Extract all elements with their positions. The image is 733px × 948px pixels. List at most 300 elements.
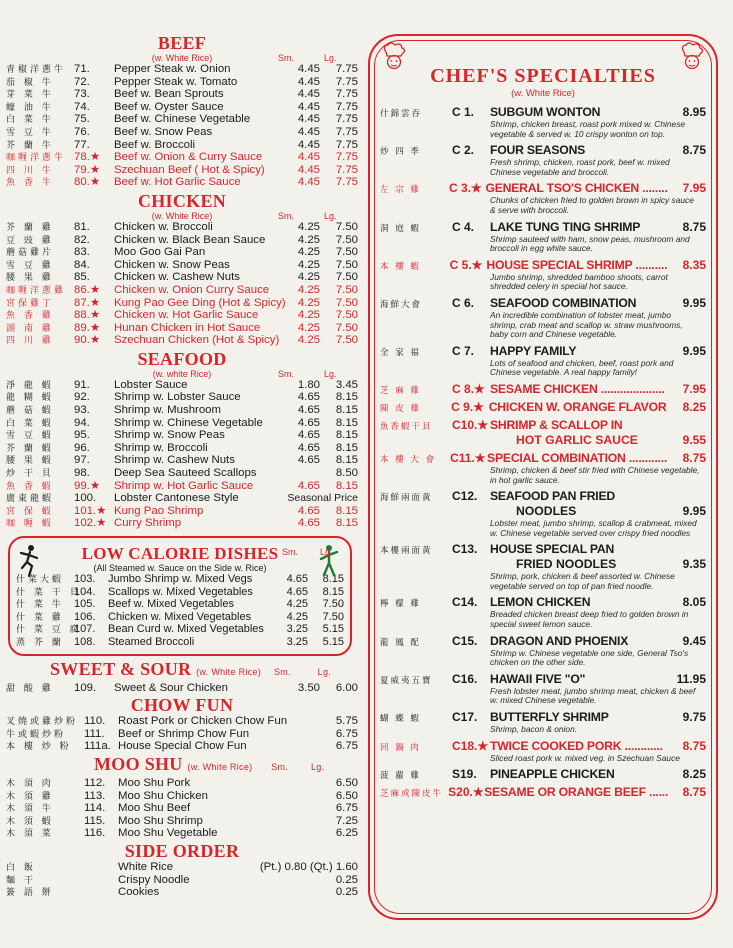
small-price: 4.25 [297, 220, 320, 233]
menu-row [6, 101, 358, 114]
chinese-name: 青椒洋蔥牛 [6, 65, 67, 75]
menu-row [6, 517, 358, 530]
item-number: 105. [74, 598, 96, 611]
small-price: 4.65 [297, 504, 320, 517]
menu-row [6, 454, 358, 467]
item-number: 96. [74, 441, 90, 454]
chinese-name: 海鮮兩面黃 [380, 493, 433, 504]
item-number: 82. [74, 233, 90, 246]
small-price: 3.50 [297, 681, 320, 694]
item-name: Lobster Sauce [114, 378, 188, 391]
chinese-name: 牛或蝦炒粉 [6, 729, 67, 740]
moo-shu-subtitle: (w. White Rice) [187, 761, 253, 772]
chinese-name: 叉燒或雞炒粉 [6, 717, 79, 728]
chinese-name: 芥 蘭 雞 [6, 222, 54, 233]
item-name: Moo Goo Gai Pan [114, 246, 206, 259]
item-description: Breaded chicken breast deep fried to golden brown in special sweet lemon sauce. [490, 609, 689, 630]
large-price: 7.75 [335, 138, 358, 151]
item-name: SPECIAL COMBINATION ............ [487, 450, 668, 465]
chinese-name: 檸 檬 雞 [380, 599, 421, 610]
item-name: Bean Curd w. Mixed Vegetables [108, 623, 264, 636]
chefs-specialties-subtitle: (w. White Rice) [511, 88, 575, 99]
menu-row [16, 611, 344, 624]
menu-row [6, 492, 358, 505]
menu-row [16, 598, 344, 611]
chefs-specialties-title: CHEF'S SPECIALTIES [430, 65, 656, 87]
sweet-sour-subtitle: (w. White Rice) [196, 666, 262, 677]
item-name-continued: HOT GARLIC SAUCE [516, 432, 638, 447]
specialty-item [380, 542, 706, 591]
item-name: Pepper Steak w. Onion [114, 63, 231, 75]
menu-row [6, 259, 358, 272]
item-name: White Rice [118, 860, 174, 873]
item-number: 88.★ [74, 309, 101, 322]
seafood-subtitle: (w. white Rice) [152, 368, 212, 379]
small-price: 4.45 [297, 113, 320, 126]
item-name-continued: FRIED NOODLES [516, 557, 617, 572]
low-calorie-list [16, 573, 344, 649]
chinese-name: 蘑菇雞片 [6, 248, 55, 259]
specialty-line-continued [490, 557, 706, 572]
item-price: 7.95 [682, 181, 706, 196]
item-number: 81. [74, 220, 90, 233]
menu-row [6, 715, 358, 728]
item-name: SEAFOOD PAN FRIED [490, 489, 616, 504]
item-number: 102.★ [74, 517, 107, 530]
beef-title: BEEF [157, 33, 207, 53]
item-name: Chicken w. Broccoli [114, 220, 213, 233]
item-description: Sliced roast pork w. mixed veg. in Szechuan Sauce [490, 752, 680, 763]
specialty-item [380, 710, 706, 735]
chinese-name: 回 鍋 肉 [380, 742, 421, 753]
item-price: (Pt.) 0.80 (Qt.) 1.60 [259, 860, 358, 873]
large-price: 8.15 [322, 585, 344, 598]
item-name: Lobster Cantonese Style [114, 492, 239, 505]
menu-row [6, 176, 358, 189]
small-price: 4.65 [297, 429, 320, 442]
small-price: 4.25 [297, 271, 320, 284]
item-number: 84. [74, 258, 90, 271]
large-price: 7.75 [335, 100, 358, 113]
item-name: House Special Chow Fun [118, 740, 247, 753]
large-price: 8.15 [335, 429, 358, 442]
small-price: 4.25 [297, 233, 320, 246]
item-price: 8.75 [682, 219, 706, 234]
item-name: SESAME CHICKEN .................... [490, 381, 665, 396]
item-name: Shrimp w. Hot Garlic Sauce [114, 479, 254, 492]
chinese-name: 本 樓 大 會 [380, 454, 437, 465]
specialty-line [380, 418, 706, 433]
chinese-name: 湖 南 雞 [6, 323, 54, 334]
item-name: Jumbo Shrimp w. Mixed Vegs [108, 573, 253, 585]
lg-header: Lg. [310, 761, 325, 772]
item-price: 7.25 [335, 814, 358, 827]
small-price: 4.25 [297, 246, 320, 259]
chinese-name: 白 菜 蝦 [6, 418, 54, 429]
item-description: Shrimp, bacon & onion. [490, 724, 578, 735]
large-price: 7.75 [335, 163, 358, 176]
item-name: Shrimp w. Broccoli [114, 441, 208, 454]
seafood-title: SEAFOOD [137, 348, 227, 369]
seafood-section [6, 350, 358, 530]
item-name: Shrimp w. Chinese Vegetable [114, 416, 263, 429]
menu-row [6, 322, 358, 335]
specialty-line-continued [490, 504, 706, 519]
item-number: 112. [84, 776, 106, 789]
item-name: SESAME OR ORANGE BEEF ...... [484, 785, 669, 800]
small-price: 4.25 [297, 258, 320, 271]
large-price: 7.75 [335, 88, 358, 101]
lg-header: Lg. [320, 547, 333, 557]
item-number: 98. [74, 467, 90, 480]
chinese-name: 芥 蘭 牛 [6, 140, 54, 151]
menu-row [16, 636, 344, 649]
item-name: Kung Pao Gee Ding (Hot & Spicy) [114, 296, 286, 309]
seafood-list [6, 379, 358, 530]
item-number: 72. [74, 75, 90, 88]
chicken-title: CHICKEN [137, 190, 227, 211]
item-code: C 3.★ [449, 181, 482, 196]
menu-row [6, 88, 358, 101]
item-code: C 1. [452, 105, 475, 119]
menu-row [16, 586, 344, 599]
beef-section [6, 34, 358, 189]
menu-row [6, 113, 358, 126]
large-price: 8.15 [335, 441, 358, 454]
large-price: 7.50 [335, 334, 358, 347]
item-name: PINEAPPLE CHICKEN [490, 767, 615, 782]
item-name: HOUSE SPECIAL SHRIMP .......... [486, 257, 668, 272]
chow-fun-section [6, 696, 358, 753]
large-price: 7.75 [335, 75, 358, 88]
large-price: 7.50 [335, 296, 358, 309]
chinese-name: 本 樓 炒 粉 [6, 742, 72, 753]
moo-shu-heading [6, 755, 358, 777]
chinese-name: 茄 椒 牛 [6, 77, 54, 88]
large-price: 7.75 [335, 125, 358, 138]
menu-row [6, 246, 358, 259]
specialty-item [380, 672, 706, 706]
item-description: Fresh lobster meat, jumbo shrimp meat, chicken & beef w. mixed Chinese vegetable. [490, 685, 696, 706]
chinese-name: 什 菜 牛 [16, 600, 64, 611]
menu-row [6, 827, 358, 840]
item-price: 9.45 [682, 633, 706, 648]
small-price: 3.25 [286, 635, 308, 648]
large-price: 5.15 [322, 635, 344, 648]
item-code: C10.★ [452, 417, 489, 432]
item-number: 79.★ [74, 163, 101, 176]
menu-row [6, 221, 358, 234]
item-name: Beef w. Snow Peas [114, 125, 213, 138]
menu-row [6, 777, 358, 790]
specialty-item [380, 181, 706, 215]
specialty-line [380, 451, 706, 466]
chinese-name: 龍 糊 蝦 [6, 393, 54, 404]
side-order-title: SIDE ORDER [124, 840, 240, 861]
item-description: Shrimp, chicken breast, roast pork mixed w. Chinese vegetable & served w. 10 crispy wonton on top. [490, 119, 686, 139]
menu-row [6, 379, 358, 392]
item-number: 85. [74, 271, 90, 284]
low-calorie-title: LOW CALORIE DISHES [81, 544, 279, 563]
specialty-line [380, 634, 706, 649]
large-price: 7.50 [335, 271, 358, 284]
chinese-name: 魚 香 牛 [6, 178, 54, 189]
item-number: 116. [84, 827, 106, 840]
specialty-item [380, 296, 706, 340]
item-code: C15. [452, 633, 478, 648]
sm-header: Sm. [282, 547, 299, 557]
large-price: 7.75 [335, 151, 358, 164]
item-name: Beef or Shrimp Chow Fun [118, 727, 250, 740]
large-price: 7.50 [335, 309, 358, 322]
specialty-item [380, 767, 706, 785]
item-code: C13. [452, 542, 478, 557]
item-code: C16. [452, 671, 478, 686]
side-order-section [6, 842, 358, 899]
chinese-name: 洞 庭 蝦 [380, 223, 421, 234]
large-price: 5.15 [322, 623, 344, 636]
item-description: Jumbo shrimp, shredded bamboo shoots, carrot shredded celery in special hot sauce. [490, 271, 668, 292]
item-price: 6.75 [335, 802, 358, 815]
item-number: 109. [74, 681, 97, 694]
chinese-name: 白 飯 [6, 862, 36, 873]
item-number: 86.★ [74, 283, 101, 296]
item-number: 89.★ [74, 321, 101, 334]
item-name: Pepper Steak w. Tomato [114, 75, 238, 88]
large-price: 7.75 [335, 63, 358, 75]
item-code: C 7. [452, 343, 475, 358]
item-name: Szechuan Beef ( Hot & Spicy) [114, 163, 265, 176]
item-code: C 4. [452, 219, 475, 234]
large-price: 8.50 [335, 467, 358, 480]
small-price: 4.65 [286, 573, 308, 585]
item-number: 100. [74, 492, 97, 505]
item-code: C 9.★ [451, 399, 484, 414]
item-code: C12. [452, 489, 478, 504]
item-number: 74. [74, 100, 90, 113]
item-number: 113. [84, 789, 106, 802]
menu-row [6, 790, 358, 803]
specialty-line [380, 767, 706, 782]
large-price: 8.15 [335, 404, 358, 417]
specialty-line [380, 672, 706, 687]
menu-row [6, 740, 358, 753]
item-name: Moo Shu Vegetable [118, 827, 218, 840]
item-name: SHRIMP & SCALLOP IN [490, 417, 623, 432]
chinese-name: 腰 果 蝦 [6, 456, 54, 467]
chinese-name: 宮保雞丁 [6, 298, 55, 309]
chinese-name: 海鮮大會 [380, 299, 423, 310]
large-price: 3.45 [335, 378, 358, 391]
lg-header: Lg. [324, 368, 337, 379]
small-price: 4.45 [297, 138, 320, 151]
menu-row [6, 505, 358, 518]
item-name: Shrimp w. Cashew Nuts [114, 454, 235, 467]
chefs-list [380, 105, 706, 803]
chinese-name: 什菜大蝦 [16, 575, 65, 585]
item-price: 8.05 [682, 595, 706, 610]
menu-row [6, 334, 358, 347]
menu-row [6, 728, 358, 741]
item-price: 9.95 [682, 343, 706, 358]
item-name: Beef w. Bean Sprouts [114, 88, 224, 101]
item-price: 8.75 [682, 785, 706, 800]
item-name: Chicken w. Snow Peas [114, 258, 230, 271]
beef-subtitle: (w. White Rice) [151, 53, 213, 63]
chinese-name: 木 須 雞 [6, 791, 54, 802]
specialty-item [380, 739, 706, 764]
item-name: Beef w. Mixed Vegetables [108, 598, 234, 611]
large-price: 7.75 [335, 113, 358, 126]
item-name: GENERAL TSO'S CHICKEN ........ [485, 181, 668, 196]
menu-row [6, 429, 358, 442]
item-name: HAPPY FAMILY [490, 343, 577, 358]
item-name: SUBGUM WONTON [490, 105, 601, 119]
large-price: 7.75 [335, 176, 358, 189]
item-name: Steamed Broccoli [108, 635, 195, 648]
chefs-specialties-panel [368, 34, 718, 920]
item-price: 8.75 [682, 450, 706, 465]
large-price: 7.50 [335, 258, 358, 271]
item-number: 108. [74, 635, 96, 648]
specialty-line [380, 296, 706, 311]
item-name: Szechuan Chicken (Hot & Spicy) [114, 334, 280, 347]
large-price: 8.15 [335, 391, 358, 404]
small-price: 1.80 [297, 378, 320, 391]
item-name: Moo Shu Pork [118, 776, 191, 789]
item-description: Lobster meat, jumbo shrimp, scallop & crabmeat, mixed w. Chinese vegetable served over crispy fried noodles [490, 518, 697, 538]
large-price: Seasonal Price [287, 492, 358, 505]
menu-row [6, 76, 358, 89]
small-price: 4.45 [297, 63, 320, 75]
chicken-section [6, 192, 358, 347]
chinese-name: 雪 豆 蝦 [6, 431, 54, 442]
small-price: 4.45 [297, 176, 320, 189]
chinese-name: 四 川 牛 [6, 165, 54, 176]
chinese-name: 什錦雲吞 [380, 109, 423, 119]
item-price: 8.35 [682, 257, 706, 272]
chinese-name: 木 須 牛 [6, 804, 54, 815]
item-number: 99.★ [74, 479, 101, 492]
small-price: 4.45 [297, 125, 320, 138]
item-code: S19. [452, 767, 477, 782]
item-number: 101.★ [74, 504, 107, 517]
item-price: 8.25 [682, 399, 706, 414]
item-price: 9.95 [682, 504, 706, 519]
item-number: 76. [74, 125, 90, 138]
moo-shu-title: MOO SHU [94, 753, 183, 774]
large-price: 7.50 [335, 321, 358, 334]
item-description: Shrimp sauteed with ham, snow peas, mushroom and broccoli in egg white sauce. [490, 233, 690, 254]
chinese-name: 蠔 油 牛 [6, 102, 54, 113]
item-name: Beef w. Hot Garlic Sauce [114, 176, 241, 189]
menu-row [16, 573, 344, 586]
large-price: 8.15 [335, 416, 358, 429]
item-number: 97. [74, 454, 90, 467]
side-order-list [6, 861, 358, 899]
specialty-item [380, 344, 706, 378]
large-price: 7.50 [335, 220, 358, 233]
menu-row [6, 284, 358, 297]
menu-row [6, 802, 358, 815]
item-name: Chicken w. Mixed Vegetables [108, 610, 252, 623]
specialty-line [380, 710, 706, 725]
chinese-name: 咖 喱 蝦 [6, 519, 54, 530]
item-name: LEMON CHICKEN [490, 595, 591, 610]
menu-row [6, 139, 358, 152]
specialty-line [380, 542, 706, 557]
item-code: C14. [452, 595, 478, 610]
item-name: Curry Shrimp [114, 517, 182, 530]
item-name: TWICE COOKED PORK ............ [490, 738, 663, 753]
chinese-name: 什 菜 豆 腐 [16, 625, 82, 636]
chinese-name: 咖喱洋蔥牛 [6, 153, 67, 164]
menu-row [6, 815, 358, 828]
item-code: C 5.★ [449, 257, 483, 272]
small-price: 4.65 [297, 479, 320, 492]
menu-row [6, 271, 358, 284]
item-name: Hunan Chicken in Hot Sauce [114, 321, 261, 334]
chinese-name: 廣東龍蝦 [6, 494, 55, 505]
menu-row [6, 886, 358, 899]
sm-header: Sm. [278, 53, 295, 63]
menu-row [6, 874, 358, 887]
chinese-name: 豆 豉 雞 [6, 235, 54, 246]
small-price: 4.25 [297, 321, 320, 334]
chinese-name: 咖喱洋蔥雞 [6, 285, 67, 296]
item-name: CHICKEN W. ORANGE FLAVOR [488, 399, 667, 414]
runner-icon [18, 544, 40, 578]
specialty-line [380, 105, 706, 120]
chinese-name: 木 須 肉 [6, 778, 54, 789]
item-price: 6.25 [335, 827, 358, 840]
item-code: C 6. [452, 295, 475, 310]
item-name: Shrimp w. Snow Peas [114, 429, 225, 442]
chinese-name: 魚 香 蝦 [6, 481, 54, 492]
small-price: 4.45 [297, 75, 320, 88]
item-number: 110. [84, 715, 106, 728]
chinese-name: 雪 豆 雞 [6, 260, 54, 271]
chinese-name: 芝 麻 雞 [380, 385, 421, 396]
specialty-item [380, 220, 706, 254]
chinese-name: 木 須 蝦 [6, 816, 54, 827]
large-price: 6.00 [335, 681, 358, 694]
item-number: 93. [74, 404, 90, 417]
item-price: 9.75 [682, 710, 706, 725]
chinese-name: 什 菜 雞 [16, 612, 64, 623]
item-number: 95. [74, 429, 90, 442]
item-price: 0.25 [335, 886, 358, 899]
specialty-item [380, 418, 706, 451]
item-price: 8.75 [682, 738, 706, 753]
specialty-item [380, 258, 706, 292]
item-number: 90.★ [74, 334, 101, 347]
item-number: 83. [74, 246, 90, 259]
item-name: SEAFOOD COMBINATION [490, 295, 637, 310]
item-name: Cookies [118, 886, 160, 899]
item-number: 106. [74, 610, 96, 623]
specialty-line [380, 739, 706, 754]
item-number: 107. [74, 623, 96, 636]
lg-header: Lg. [317, 666, 332, 677]
chinese-name: 甜 酸 雞 [6, 683, 54, 694]
menu-row [6, 391, 358, 404]
chinese-name: 雪 豆 牛 [6, 127, 54, 138]
menu-row [16, 623, 344, 636]
item-price: 11.95 [676, 671, 706, 686]
large-price: 8.15 [322, 573, 344, 585]
item-number: 94. [74, 416, 90, 429]
